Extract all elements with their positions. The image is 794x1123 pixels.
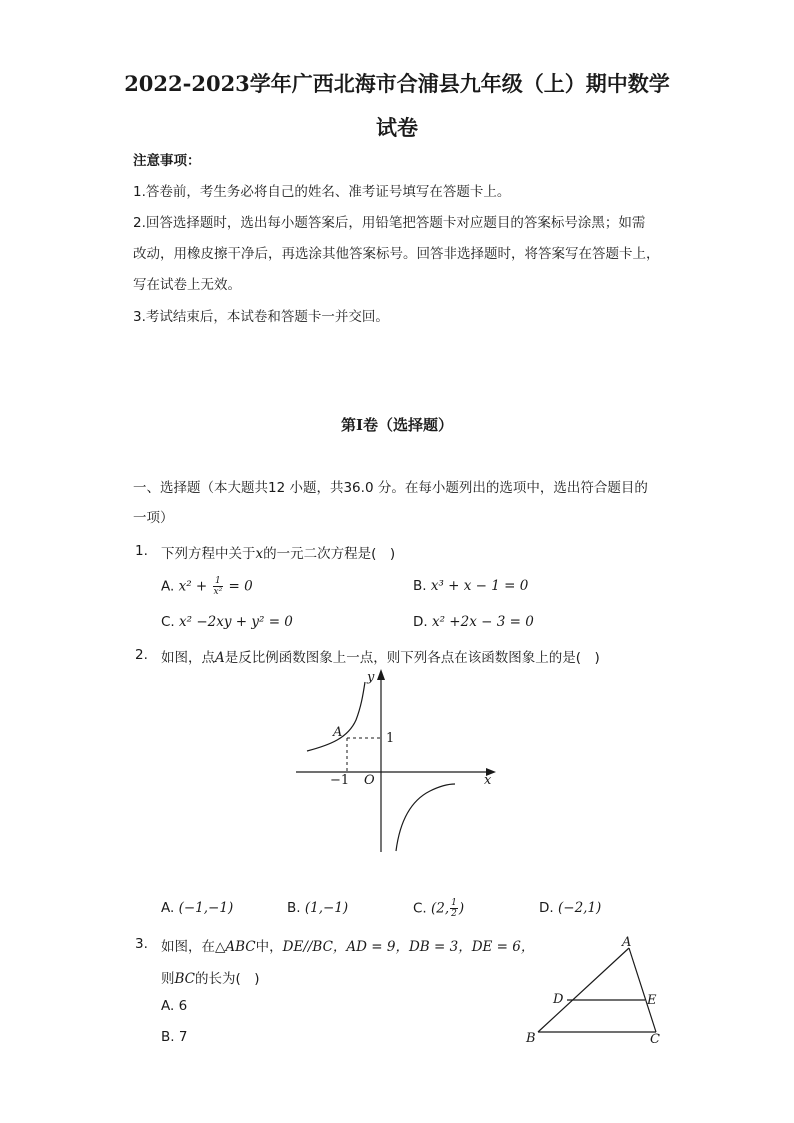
label-minus-one: −1 xyxy=(330,773,350,788)
option-d-expr: x² +2x − 3 = 0 xyxy=(431,614,534,630)
question-3-segment: BC xyxy=(174,971,196,987)
option-label: D. xyxy=(539,900,554,916)
part-heading-line2: 一项） xyxy=(133,510,174,526)
option-a-expr-tail: = 0 xyxy=(224,578,253,595)
question-3-option-a[interactable] xyxy=(161,998,187,1014)
part-heading-line1: 一、选择题（本大题共12 小题，共36.0 分。在每小题列出的选项中，选出符合题目的 xyxy=(133,480,648,496)
option-b-value: 7 xyxy=(178,1029,188,1045)
option-label: C. xyxy=(161,614,175,630)
label-origin: O xyxy=(364,773,375,788)
option-a-expr: x² + xyxy=(178,578,212,595)
label-point-a: A xyxy=(333,725,343,740)
fraction-denominator: x² xyxy=(213,587,223,597)
question-2-stem-text: 如图，点 xyxy=(161,650,215,666)
exam-title-line2: 试卷 xyxy=(376,115,418,140)
option-label: A. xyxy=(161,578,175,595)
notice-item-1: 1.答卷前，考生务必将自己的姓名、准考证号填写在答题卡上。 xyxy=(133,184,511,200)
option-label: B. xyxy=(413,578,427,594)
notice-item-3: 3.考试结束后，本试卷和答题卡一并交回。 xyxy=(133,309,389,325)
side-ab xyxy=(538,948,629,1032)
question-3-option-b[interactable] xyxy=(161,1029,187,1045)
question-3-triangle: △ABC xyxy=(215,939,256,955)
question-1-stem-tail: 的一元二次方程是( ) xyxy=(263,546,396,562)
side-ac xyxy=(629,948,656,1032)
exam-title-line1: 2022-2023学年广西北海市合浦县九年级（上）期中数学 xyxy=(124,71,670,96)
notice-item-2-line1: 2.回答选择题时，选出每小题答案后，用铅笔把答题卡对应题目的答案标号涂黑；如需 xyxy=(133,215,646,231)
question-2-number: 2. xyxy=(135,647,148,663)
notice-item-2-line3: 写在试卷上无效。 xyxy=(133,277,241,293)
option-c-point-tail: ) xyxy=(458,900,465,917)
label-y: y xyxy=(367,670,375,685)
label-a: A xyxy=(622,935,632,950)
label-d: D xyxy=(553,992,564,1007)
question-1-stem-var: x xyxy=(255,546,264,562)
label-e: E xyxy=(647,993,657,1008)
question-3-stem-text: 如图，在 xyxy=(161,939,215,955)
label-c: C xyxy=(650,1032,660,1047)
question-3-stem-line2-tail: 的长为( ) xyxy=(195,971,260,987)
option-d-point: (−2,1) xyxy=(557,900,602,916)
fraction-denominator: 2 xyxy=(451,909,457,919)
fraction-numerator: 1 xyxy=(213,576,224,587)
option-c-point: (2, xyxy=(431,900,450,917)
question-1-number: 1. xyxy=(135,543,148,559)
option-b-expr: x³ + x − 1 = 0 xyxy=(430,578,529,594)
question-3-number: 3. xyxy=(135,936,148,952)
label-x: x xyxy=(484,773,492,788)
option-label: D. xyxy=(413,614,428,630)
question-2-stem-tail: 是反比例函数图象上一点，则下列各点在该函数图象上的是( ) xyxy=(224,650,600,666)
option-c-expr: x² −2xy + y² = 0 xyxy=(179,614,293,630)
option-a-point: (−1,−1) xyxy=(178,900,234,916)
notice-item-2-line2: 改动，用橡皮擦干净后，再选涂其他答案标号。回答非选择题时，将答案写在答题卡上， xyxy=(133,246,660,262)
option-label: C. xyxy=(413,900,427,917)
question-3-stem-mid: 中， xyxy=(255,939,283,955)
option-label: B. xyxy=(287,900,301,916)
question-3-stem-line2-pre: 则 xyxy=(161,971,175,987)
section-title: 第I卷（选择题） xyxy=(340,416,454,434)
fraction-numerator: 1 xyxy=(451,898,457,908)
option-label: A. xyxy=(161,900,175,916)
label-b: B xyxy=(526,1031,536,1046)
notice-heading: 注意事项： xyxy=(133,153,201,169)
question-3-conditions: DE//BC，AD = 9，DB = 3，DE = 6， xyxy=(282,939,535,955)
question-1-stem-text: 下列方程中关于 xyxy=(161,546,256,562)
label-one: 1 xyxy=(386,731,395,746)
option-label: A. xyxy=(161,998,175,1014)
option-a-value: 6 xyxy=(178,998,188,1014)
option-label: B. xyxy=(161,1029,175,1045)
option-b-point: (1,−1) xyxy=(304,900,349,916)
question-2-stem-var: A xyxy=(215,650,225,666)
